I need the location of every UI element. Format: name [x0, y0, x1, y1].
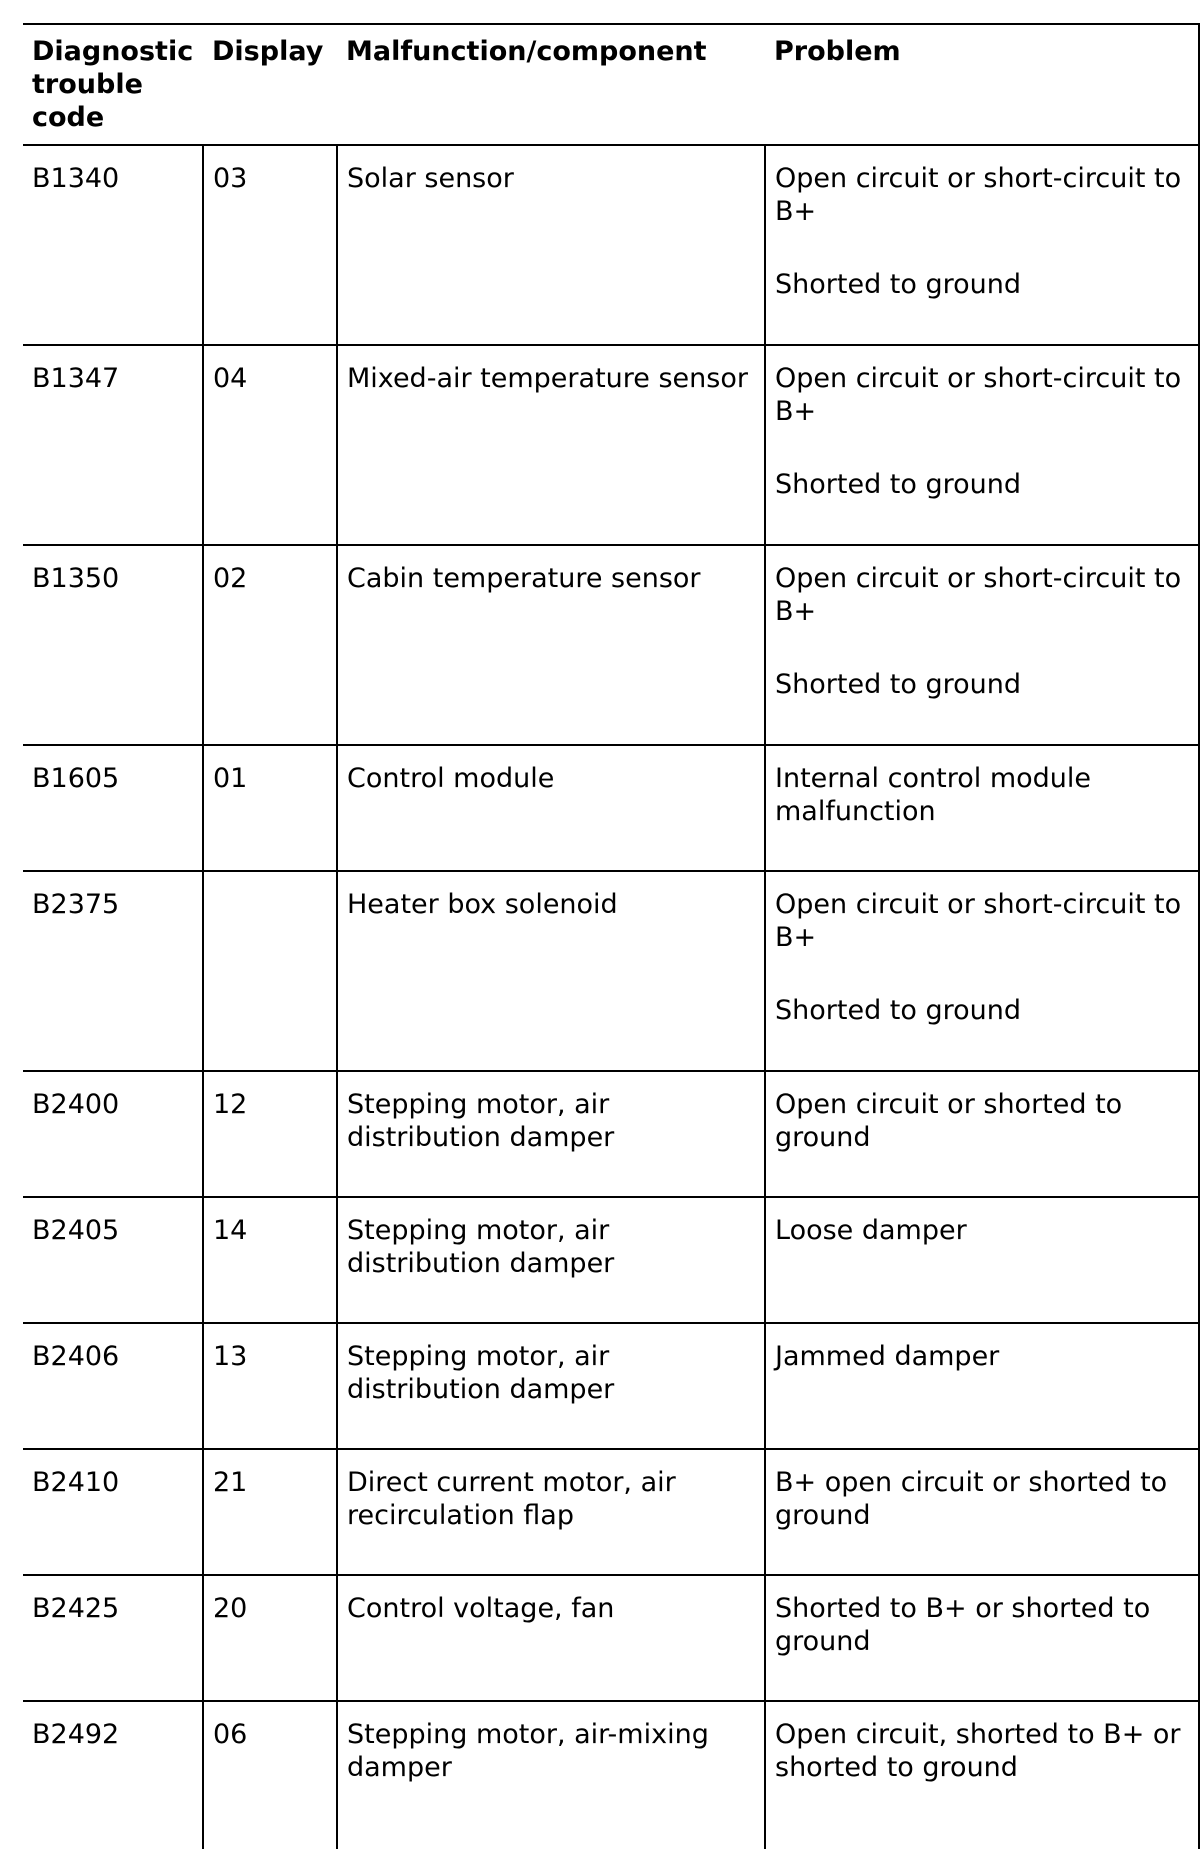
component-cell: Solar sensor [337, 145, 765, 345]
component-cell: Stepping motor, air distribution damper [337, 1323, 765, 1449]
table-row [23, 1701, 1199, 1849]
component-cell: Heater box solenoid [337, 871, 765, 1071]
code-cell: B2400 [32, 1089, 120, 1120]
display-cell: 06 [203, 1701, 337, 1849]
problem-cell [765, 1323, 1199, 1449]
display-cell: 14 [203, 1197, 337, 1323]
display-cell: 12 [203, 1071, 337, 1197]
problem-cell [765, 145, 1199, 345]
display-cell: 03 [203, 145, 337, 345]
problem-cell [765, 1071, 1199, 1197]
component-cell: Control module [337, 745, 765, 871]
problem-line: B+ open circuit or shorted to ground [775, 1467, 1168, 1531]
table-body [23, 145, 1199, 1849]
code-cell: B2405 [32, 1215, 120, 1246]
display-cell [203, 871, 337, 1071]
problem-cell [765, 1701, 1199, 1849]
problem-cell [765, 871, 1199, 1071]
code-cell: B1605 [32, 763, 120, 794]
code-cell: B1350 [32, 563, 120, 594]
table-row [23, 145, 1199, 345]
table-row [23, 1071, 1199, 1197]
problem-line: Shorted to ground [775, 669, 1022, 700]
component-cell: Stepping motor, air distribution damper [337, 1071, 765, 1197]
table-row [23, 745, 1199, 871]
problem-cell [765, 545, 1199, 745]
component-cell: Cabin temperature sensor [337, 545, 765, 745]
code-cell: B1340 [32, 163, 120, 194]
table-row [23, 1197, 1199, 1323]
problem-cell [765, 1449, 1199, 1575]
problem-line: Open circuit or short-circuit to B+ [775, 889, 1182, 953]
problem-cell [765, 745, 1199, 871]
problem-line: Open circuit or shorted to ground [775, 1089, 1123, 1153]
table-row [23, 1323, 1199, 1449]
problem-line: Loose damper [775, 1215, 967, 1246]
display-cell: 13 [203, 1323, 337, 1449]
problem-line: Open circuit, shorted to B+ or shorted to ground [775, 1719, 1181, 1783]
header-code: Diagnostic trouble code [32, 36, 194, 133]
problem-line: Open circuit or short-circuit to B+ [775, 163, 1182, 227]
code-cell: B2406 [32, 1341, 120, 1372]
component-cell: Stepping motor, air-mixing damper [337, 1701, 765, 1849]
problem-line: Internal control module malfunction [775, 763, 1091, 827]
display-cell: 04 [203, 345, 337, 545]
dtc-table [23, 23, 1200, 1849]
display-cell: 02 [203, 545, 337, 745]
table-row [23, 545, 1199, 745]
code-cell: B1347 [32, 363, 120, 394]
header-row [23, 24, 1199, 145]
table-row [23, 871, 1199, 1071]
display-cell: 21 [203, 1449, 337, 1575]
code-cell: B2492 [32, 1719, 120, 1750]
problem-cell [765, 1197, 1199, 1323]
header-problem: Problem [765, 24, 1199, 145]
component-cell: Mixed-air temperature sensor [337, 345, 765, 545]
code-cell: B2425 [32, 1593, 120, 1624]
problem-line: Shorted to ground [775, 269, 1022, 300]
problem-cell [765, 1575, 1199, 1701]
table-row [23, 1449, 1199, 1575]
problem-line: Open circuit or short-circuit to B+ [775, 363, 1182, 427]
problem-line: Jammed damper [775, 1341, 1000, 1372]
problem-line: Open circuit or short-circuit to B+ [775, 563, 1182, 627]
table-row [23, 345, 1199, 545]
header-display: Display [212, 36, 324, 67]
problem-line: Shorted to B+ or shorted to ground [775, 1593, 1151, 1657]
problem-line: Shorted to ground [775, 995, 1022, 1026]
code-cell: B2410 [32, 1467, 120, 1498]
component-cell: Direct current motor, air recirculation flap [337, 1449, 765, 1575]
display-cell: 01 [203, 745, 337, 871]
component-cell: Stepping motor, air distribution damper [337, 1197, 765, 1323]
code-cell: B2375 [32, 889, 120, 920]
display-cell: 20 [203, 1575, 337, 1701]
header-component: Malfunction/component [346, 36, 707, 67]
table-row [23, 1575, 1199, 1701]
problem-line: Shorted to ground [775, 469, 1022, 500]
problem-cell [765, 345, 1199, 545]
component-cell: Control voltage, fan [337, 1575, 765, 1701]
